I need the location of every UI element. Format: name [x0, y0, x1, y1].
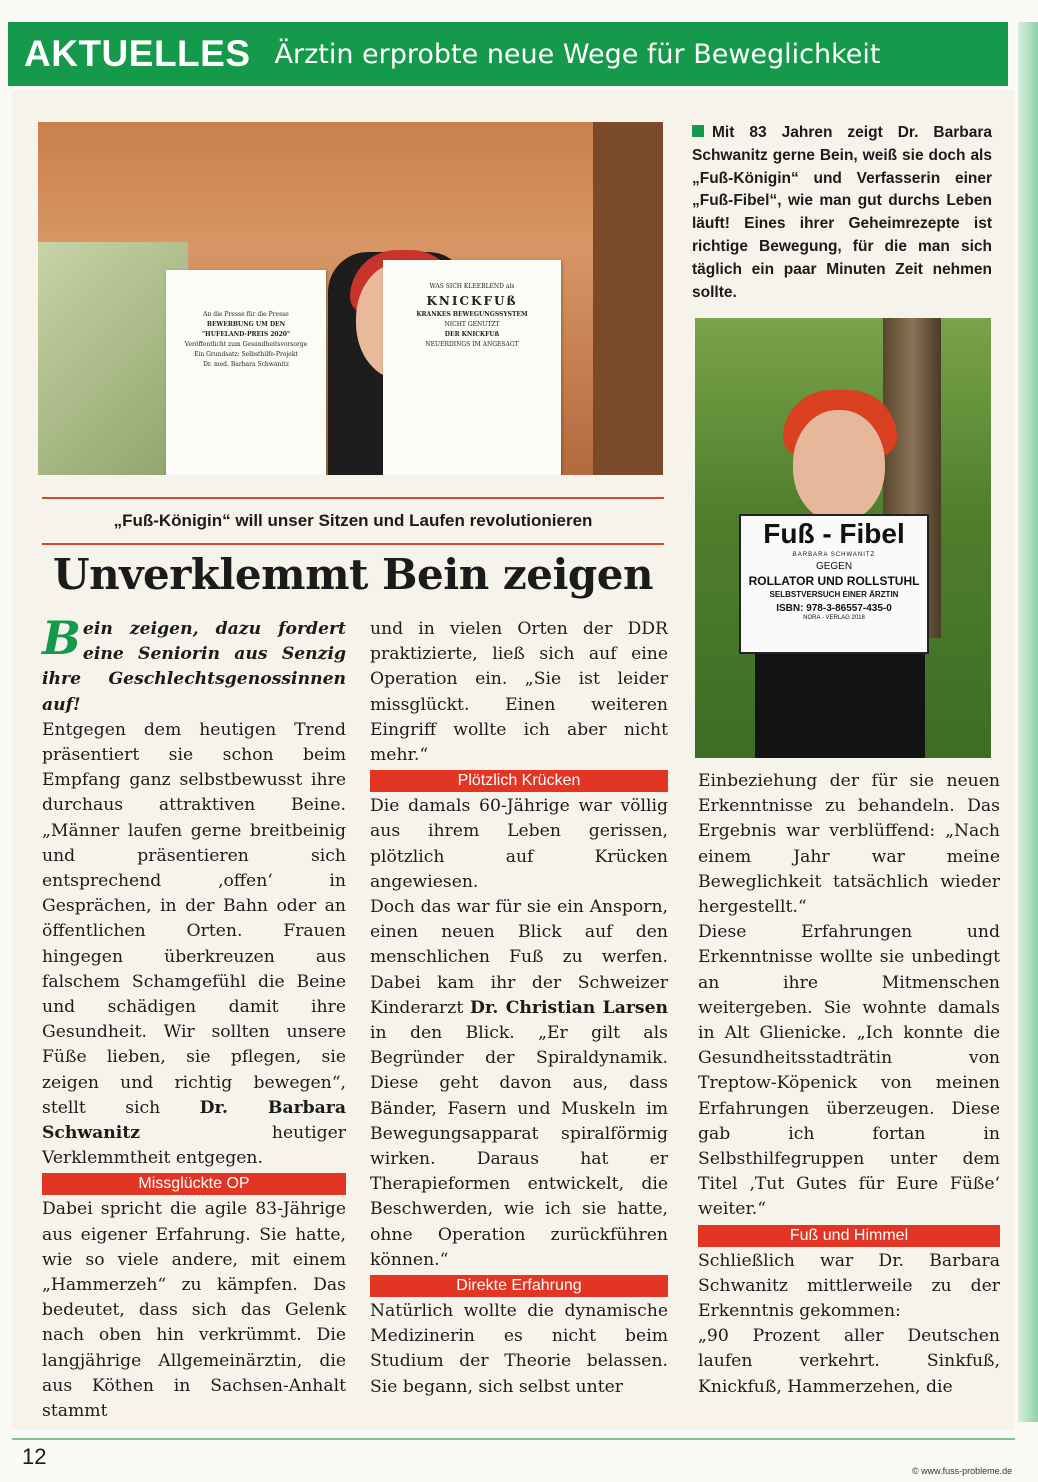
held-paper-left — [166, 270, 326, 475]
person-name: Dr. Barbara Schwanitz — [42, 1097, 346, 1144]
bullet-square-icon — [692, 125, 704, 137]
book-author: BARBARA SCHWANITZ — [792, 552, 876, 558]
book-isbn: ISBN: 978-3-86557-435-0 — [776, 603, 892, 614]
drop-cap: B — [42, 611, 81, 665]
paper-text: BEWERBUNG UM DEN — [206, 321, 286, 328]
paragraph — [370, 895, 668, 1273]
subheading: Fuß und Himmel — [698, 1225, 1000, 1247]
paper-text: NEUERDINGS IM ANGESAGT — [425, 341, 519, 348]
paragraph: Die damals 60-Jährige war völlig aus ihrem Leben gerissen, plötzlich auf Krücken angewiesen. — [370, 796, 668, 892]
paragraph-text: heutiger Verklemmtheit entgegen. — [42, 1123, 346, 1169]
person-name: Dr. Christian Larsen — [470, 997, 668, 1018]
footer-divider — [12, 1438, 1015, 1440]
paper-text: Veröffentlicht zum Gesundheitsvorsorge — [184, 341, 308, 348]
photo-wall — [593, 122, 663, 475]
subheading: Direkte Erfahrung — [370, 1275, 668, 1297]
subheading: Missglückte OP — [42, 1173, 346, 1195]
paper-text: Dr. med. Barbara Schwanitz — [203, 361, 289, 368]
paper-text: KRANKES BEWEGUNGSSYSTEM — [416, 311, 528, 318]
book-title: Fuß - Fibel — [763, 518, 905, 549]
section-header — [8, 22, 1008, 86]
teaser-body: Mit 83 Jahren zeigt Dr. Barbara Schwanitz gerne Bein, weiß sie doch als „Fuß-Königin“ und Verfasserin einer „Fuß-Fibel“, wie man gut durchs Leben läuft! Eines ihrer Geheimrezepte ist richtige Bewegung, für die man sich täglich ein paar Minuten Zeit nehmen sollte. — [692, 124, 992, 301]
subheading: Plötzlich Krücken — [370, 770, 668, 792]
source-credit: © www.fuss-probleme.de — [912, 1466, 1013, 1476]
paragraph-text: Entgegen dem heutigen Trend präsentiert sie schon beim Empfang ganz selbstbewusst ihre durchaus attraktiven Beine. „Männer laufen gerne breitbeinig und präsentieren sich entsprechend ‚offen‘ in Gesprächen, in der Bahn oder an öffentlichen Orten. Frauen hingegen überkreuzen aus falschem Schamgefühl die Beine und schädigen damit ihre Gesundheit. Wir sollten unsere Füße lieben, sie pflegen, sie zeigen und richtig bewegen“, stellt sich — [42, 719, 346, 1118]
lead-text: ein zeigen, dazu fordert eine Seniorin aus Senzig ihre Geschlechtsgenossinnen auf! — [42, 619, 346, 715]
paragraph: Einbeziehung der für sie neuen Erkenntnisse zu behandeln. Das Ergebnis war verblüffend: „Nach einem Jahr war meine Beweglichkeit tatsächlich wieder hergestellt.“ — [698, 771, 1000, 918]
paragraph: Natürlich wollte die dynamische Medizinerin es nicht beim Studium der Theorie belassen. Sie begann, sich selbst unter — [370, 1301, 668, 1397]
paragraph-text: Doch das war für sie ein Ansporn, einen neuen Blick auf den menschlichen Fuß zu werfen. Dabei kam ihr der Schweizer Kinderarzt — [370, 897, 668, 1018]
article-column-1 — [42, 611, 346, 1424]
photo-caption: „Fuß-Königin“ will unser Sitzen und Laufen revolutionieren — [42, 497, 664, 545]
paper-text: NICHT GENUTZT — [444, 321, 500, 328]
paper-text: An die Presse für die Presse — [203, 311, 289, 318]
teaser-text — [692, 122, 992, 304]
article-column-2 — [370, 617, 668, 1400]
book-subtitle: SELBSTVERSUCH EINER ÄRZTIN — [769, 590, 899, 599]
article-lead — [42, 611, 346, 718]
section-title: AKTUELLES — [24, 33, 251, 74]
paragraph: „90 Prozent aller Deutschen laufen verkehrt. Sinkfuß, Knickfuß, Hammerzehen, die — [698, 1326, 1000, 1397]
paragraph: Diese Erfahrungen und Erkenntnisse wollte sie unbedingt an ihre Mitmenschen weitergeben. Sie wohnte damals in Alt Glienicke. „Ich konnte die Gesundheitsstadträtin von Treptow-Köpenick von meinen Erfahrungen überzeugen. Diese gab ich fortan in Selbsthilfegruppen unter dem Titel ‚Tut Gutes für Eure Füße‘ weiter.“ — [698, 922, 1000, 1220]
paper-text: WAS SICH KLEEBLEND als — [429, 283, 515, 290]
paragraph: Dabei spricht die agile 83-Jährige aus eigener Erfahrung. Sie hatte, wie so viele andere, mit einem „Hammerzeh“ zu kämpfen. Das bedeutet, dass sich das Gelenk nach oben hin verkrümmt. Die langjährige Allgemeinärztin, die aus Köthen in Sachsen-Anhalt stammt — [42, 1199, 346, 1422]
article-headline: Unverklemmt Bein zeigen — [52, 550, 654, 599]
photo-head — [793, 410, 885, 522]
page-edge-strip — [1018, 22, 1038, 1422]
book-cover — [739, 514, 929, 654]
paper-text: DER KNICKFUß — [444, 331, 500, 338]
paragraph: Schließlich war Dr. Barbara Schwanitz mittlerweile zu der Erkenntnis gekommen: — [698, 1250, 1000, 1322]
book-publisher: NORA - VERLAG 2018 — [803, 615, 865, 621]
paragraph — [42, 718, 346, 1172]
page-number: 12 — [22, 1444, 47, 1469]
book-gegen: GEGEN — [815, 561, 853, 572]
paragraph: und in vielen Orten der DDR praktizierte, ließ sich auf eine Operation ein. „Sie ist leider missglückt. Einen weiteren Eingriff wollte ich aber nicht mehr.“ — [370, 619, 668, 766]
section-subtitle: Ärztin erprobte neue Wege für Beweglichkeit — [274, 38, 881, 70]
held-paper-right — [383, 260, 561, 475]
paper-text: Ein Grundsatz: Selbsthilfe-Projekt — [194, 351, 298, 358]
paper-text: "HUFELAND-PREIS 2020" — [201, 331, 291, 338]
article-column-3 — [698, 769, 1000, 1400]
paper-title: KNICKFUß — [426, 294, 518, 308]
book-photo — [695, 318, 991, 758]
paragraph-text: in den Blick. „Er gilt als Begründer der Spiraldynamik. Diese geht davon aus, dass Bänder, Fasern und Muskeln im Bewegungsapparat spiralförmig wirken. Daraus hat er Therapieformen entwickelt, die Beschwerden, wie ich sie hatte, ohne Operation zurückführen können.“ — [370, 1023, 668, 1270]
book-rollator: ROLLATOR UND ROLLSTUHL — [748, 574, 920, 588]
main-photo — [38, 122, 663, 475]
